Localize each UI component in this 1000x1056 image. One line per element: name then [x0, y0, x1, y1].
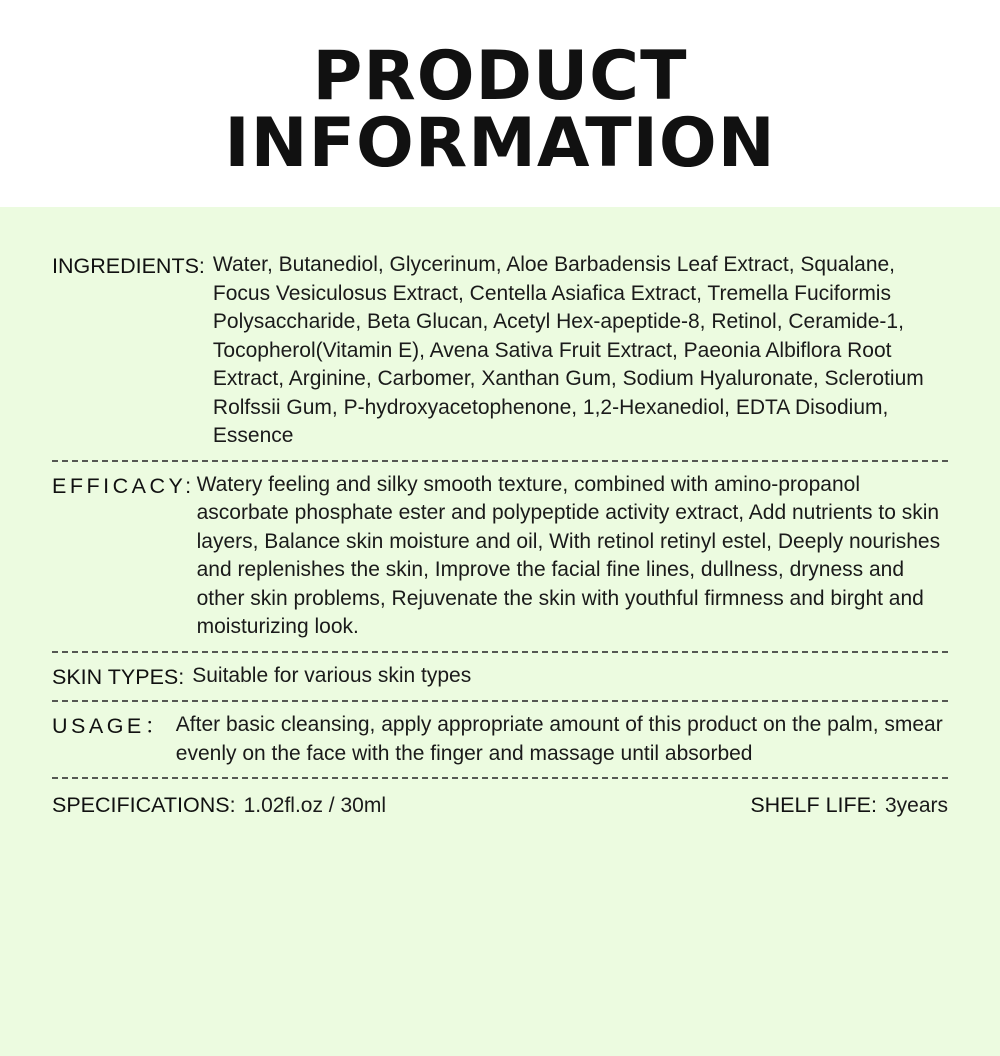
usage-label: USAGE：	[52, 714, 170, 739]
page-title	[0, 37, 1000, 183]
shelf-life-value: 3years	[884, 794, 948, 818]
shelf-life-label: SHELF LIFE:	[750, 793, 877, 818]
information-panel	[0, 207, 1000, 1056]
section-efficacy	[52, 471, 948, 642]
efficacy-value: Watery feeling and silky smooth texture, combined with amino-propanol ascorbate phosphate ester and polypeptide activity extract, Add nutrients to skin layers, Balance skin moisture and oil, With retinol retinyl estel, Deeply nourishes and replenishes the skin, Improve the facial fine lines, dullness, dryness and other skin problems, Rejuvenate the skin with youthful firmness and birght and moisturizing look.	[196, 472, 941, 639]
section-specifications	[52, 790, 386, 821]
divider-3	[52, 700, 948, 702]
section-shelf-life	[750, 790, 948, 821]
specifications-value: 1.02fl.oz / 30ml	[243, 794, 386, 818]
specifications-label: SPECIFICATIONS:	[52, 793, 236, 818]
page-title-line-2: INFORMATION	[224, 103, 776, 183]
section-ingredients	[52, 251, 948, 451]
efficacy-label: EFFICACY:	[52, 473, 195, 498]
divider-1	[52, 460, 948, 462]
divider-2	[52, 651, 948, 653]
ingredients-label: INGREDIENTS:	[52, 254, 205, 279]
section-usage	[52, 711, 948, 768]
divider-4	[52, 777, 948, 779]
ingredients-value: Water, Butanediol, Glycerinum, Aloe Barbadensis Leaf Extract, Squalane, Focus Vesiculosus Extract, Centella Asiafica Extract, Tremella Fuciformis Polysaccharide, Beta Glucan, Acetyl Hex-apeptide-8, Retinol, Ceramide-1, Tocopherol(Vitamin E), Avena Sativa Fruit Extract, Paeonia Albiflora Root Extract, Arginine, Carbomer, Xanthan Gum, Sodium Hyaluronate, Sclerotium Rolfssii Gum, P-hydroxyacetophenone, 1,2-Hexanediol, EDTA Disodium, Essence	[212, 253, 924, 448]
usage-value: After basic cleansing, apply appropriate amount of this product on the palm, smear evenly on the face with the finger and massage until absorbed	[175, 713, 943, 765]
page-title-line-1: PRODUCT	[312, 37, 688, 116]
skin-types-label: SKIN TYPES:	[52, 664, 185, 689]
section-skin-types	[52, 662, 948, 692]
skin-types-value: Suitable for various skin types	[192, 663, 472, 687]
section-footer	[52, 788, 948, 821]
page-header	[0, 0, 1000, 207]
